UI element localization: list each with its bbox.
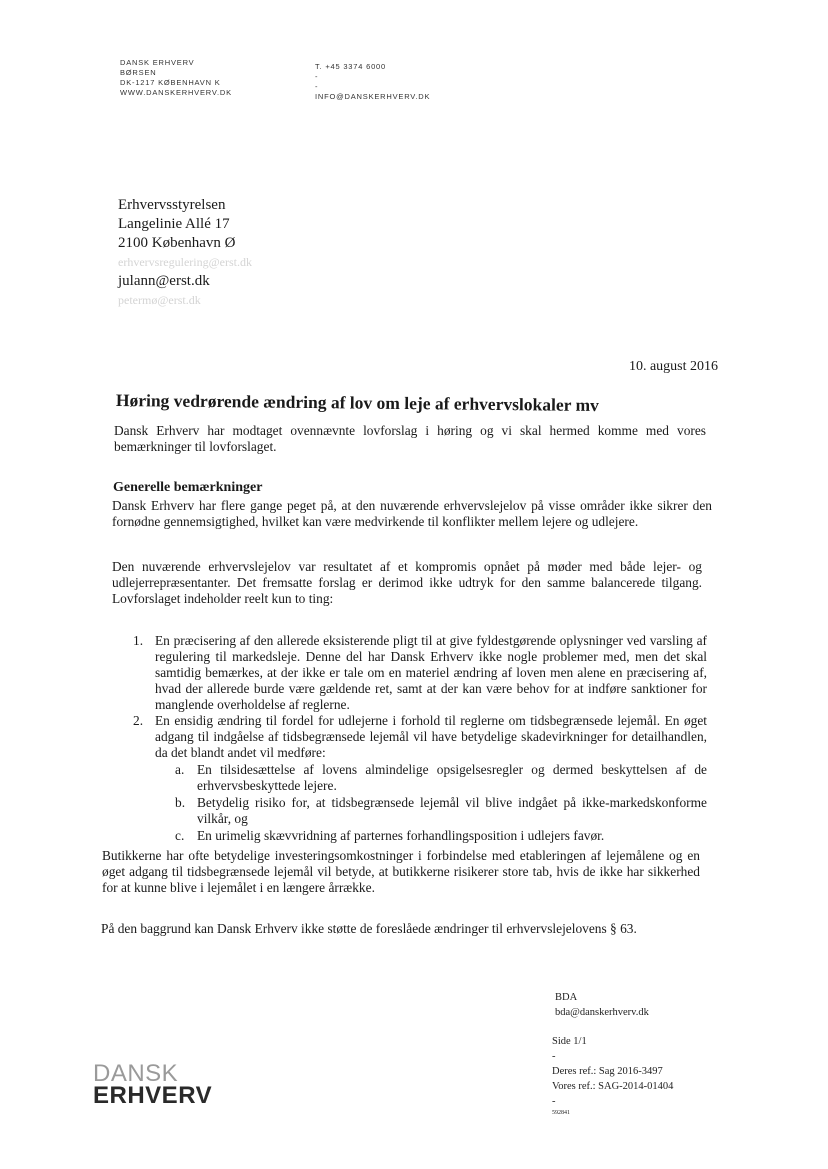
recipient-line: 2100 København Ø <box>118 235 236 251</box>
footer-dash: - <box>552 1051 556 1062</box>
letterhead-line: DANSK ERHVERV <box>120 58 195 67</box>
deres-ref: Deres ref.: Sag 2016-3497 <box>552 1066 663 1077</box>
list-item-text: En præcisering af den allerede eksisterende pligt til at give fyldestgørende oplysninger ved varsling af regulering til markedsleje. Denne del har Dansk Erhverv ikke nogle problemer med, men det skal samtidig bemærkes, at der ikke er tale om en materiel ændring af loven men alene en præcisering af, hvad der allerede burde være gældende ret, samt at der kan være behov for at indføre sanktioner for manglende overholdelse af reglerne. <box>155 633 707 712</box>
sub-list-marker: b. <box>175 795 186 810</box>
dansk-erhverv-logo <box>93 1060 213 1109</box>
letterhead-line: DK-1217 KØBENHAVN K <box>120 78 221 87</box>
logo-line-1: DANSK <box>93 1060 179 1087</box>
letterhead-dash: - <box>315 72 319 81</box>
sub-list-item <box>155 762 707 794</box>
reference-block <box>552 1034 673 1117</box>
recipient-line: erhvervsregulering@erst.dk <box>118 255 253 269</box>
list-item <box>115 633 707 713</box>
recipient-line: julann@erst.dk <box>118 273 210 289</box>
letter-date: 10. august 2016 <box>628 359 718 374</box>
recipient-address <box>118 196 252 310</box>
paragraph-4: På den baggrund kan Dansk Erhverv ikke støtte de foreslåede ændringer til erhvervslejelovens § 63. <box>101 921 637 936</box>
vores-ref: Vores ref.: SAG-2014-01404 <box>552 1081 674 1092</box>
recipient-line: petermø@erst.dk <box>118 293 201 307</box>
letter-title: Høring vedrørende ændring af lov om leje af erhvervslokaler mv <box>115 390 599 416</box>
sub-list-item <box>155 795 707 827</box>
sub-list-marker: c. <box>175 828 185 843</box>
section-heading: Generelle bemærkninger <box>113 480 263 495</box>
sender-email: bda@danskerhverv.dk <box>555 1007 649 1018</box>
list-marker: 1. <box>133 633 144 648</box>
paragraph-3: Butikkerne har ofte betydelige investeringsomkostninger i forbindelse med etableringen af lejemålene og en øget adgang til tidsbegrænsede lejemål vil betyde, at butikkerne risikerer store tab, hvis de ikke har sikkerhed for at kunne blive i lejemålet i en længere årrække. <box>102 848 700 895</box>
letterhead-email: INFO@DANSKERHVERV.DK <box>315 92 431 101</box>
recipient-line: Erhvervsstyrelsen <box>118 197 226 213</box>
letterhead-phone: T. +45 3374 6000 <box>315 62 386 71</box>
sub-list-item-text: En tilsidesættelse af lovens almindelige opsigelsesregler og dermed beskyttelsen af de erhvervsbeskyttede lejere. <box>197 762 707 793</box>
sub-list-item-text: En urimelig skævvridning af parternes forhandlingsposition i udlejers favør. <box>197 828 605 843</box>
numbered-list <box>115 633 707 845</box>
page-indicator: Side 1/1 <box>552 1036 587 1047</box>
sub-list-marker: a. <box>175 762 185 777</box>
document-number: 592841 <box>552 1110 570 1116</box>
sub-list <box>155 762 707 844</box>
letterhead-line: WWW.DANSKERHVERV.DK <box>120 88 232 97</box>
letterhead-address <box>120 58 232 98</box>
sub-list-item-text: Betydelig risiko for, at tidsbegrænsede lejemål vil blive indgået på ikke-markedskonforme vilkår, og <box>197 795 707 826</box>
sender-initials: BDA <box>555 992 578 1003</box>
paragraph-1: Dansk Erhverv har flere gange peget på, at den nuværende erhvervslejelov på visse områder ikke sikrer den fornødne gennemsigtighed, hvilket kan være medvirkende til konflikter mellem lejere og udlejere. <box>112 498 712 529</box>
intro-paragraph: Dansk Erhverv har modtaget ovennævnte lovforslag i høring og vi skal hermed komme med vores bemærkninger til lovforslaget. <box>114 423 706 454</box>
letterhead-dash: - <box>315 82 319 91</box>
letterhead-line: BØRSEN <box>120 68 157 77</box>
sub-list-item <box>155 828 707 844</box>
list-item-text: En ensidig ændring til fordel for udlejerne i forhold til reglerne om tidsbegrænsede lejemål. En øget adgang til indgåelse af tidsbegrænsede lejemål vil have betydelige skadevirkninger for detailhandlen, da det blandt andet vil medføre: <box>155 713 707 760</box>
logo-line-2: ERHVERV <box>93 1082 213 1109</box>
sender-block <box>555 990 649 1020</box>
list-marker: 2. <box>133 713 144 728</box>
letterhead-contact <box>315 62 430 102</box>
list-item <box>115 713 707 844</box>
paragraph-2: Den nuværende erhvervslejelov var resultatet af et kompromis opnået på møder med både lejer- og udlejerrepræsentanter. Det fremsatte forslag er derimod ikke udtryk for den samme balancerede tilgang. Lovforslaget indeholder reelt kun to ting: <box>112 559 702 606</box>
footer-dash: - <box>552 1096 556 1107</box>
recipient-line: Langelinie Allé 17 <box>118 216 230 232</box>
